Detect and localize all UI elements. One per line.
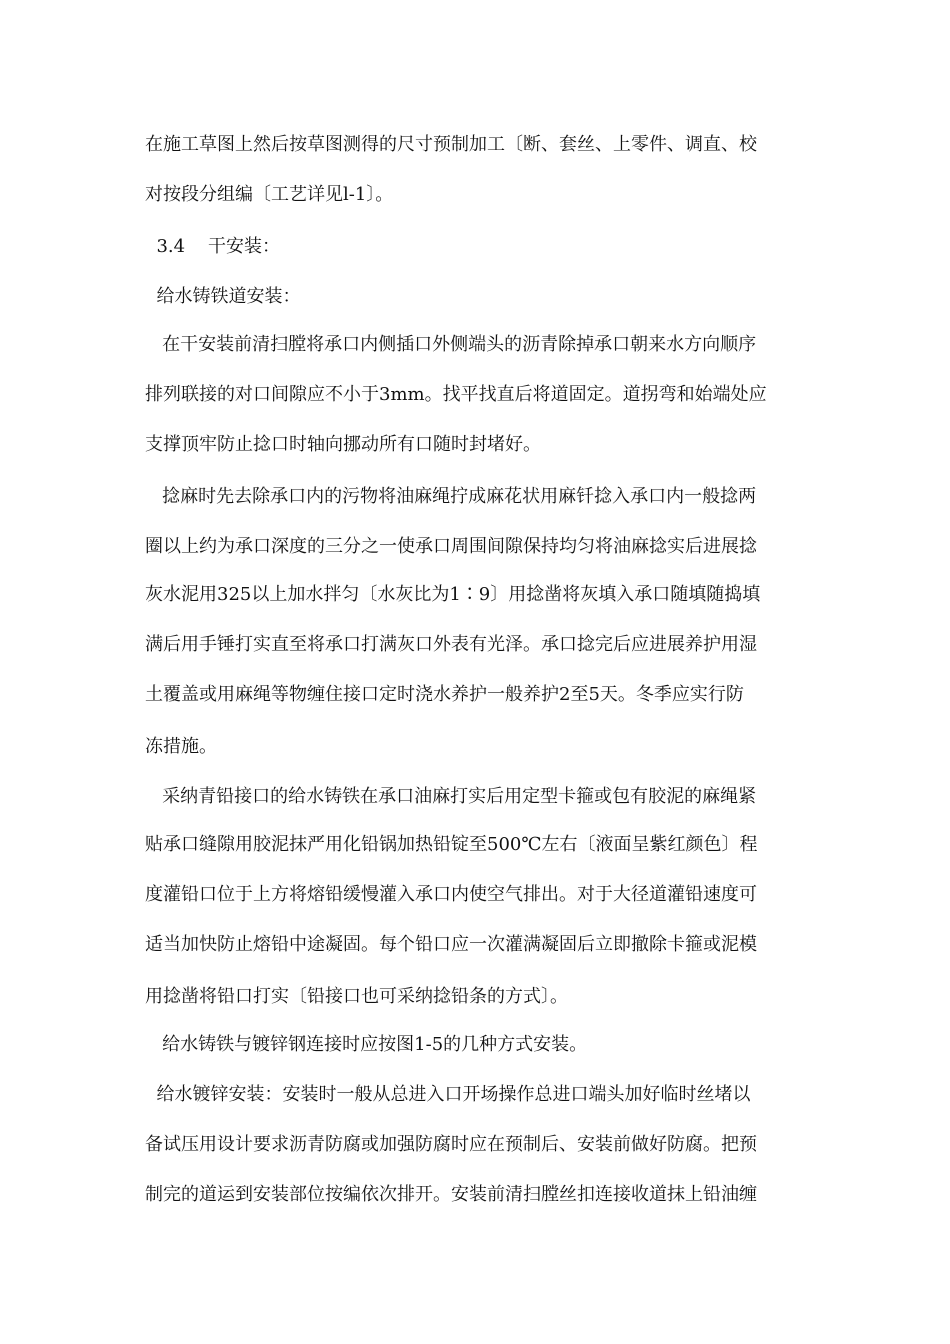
text-line-19: 给水铸铁与镀锌钢连接时应按图1-5的几种方式安装。 <box>145 1034 588 1055</box>
text-line-15: 贴承口缝隙用胶泥抹严用化铅锅加热铅锭至500℃左右〔液面呈紫红颜色〕程 <box>145 834 758 855</box>
text-line-5: 在干安装前清扫膛将承口内侧插口外侧端头的沥青除掉承口朝来水方向顺序 <box>145 334 757 355</box>
text-line-7: 支撑顶牢防止捻口时轴向挪动所有口随时封堵好。 <box>145 434 541 455</box>
text-line-16: 度灌铅口位于上方将熔铅缓慢灌入承口内使空气排出。对于大径道灌铅速度可 <box>145 884 757 905</box>
text-line-20: 给水镀锌安装：安装时一般从总进入口开场操作总进口端头加好临时丝堵以 <box>145 1084 751 1105</box>
section-heading-3-4: 3.4 干安装： <box>145 236 280 257</box>
text-line-13: 冻措施。 <box>145 736 217 757</box>
text-line-11: 满后用手锤打实直至将承口打满灰口外表有光泽。承口捻完后应进展养护用湿 <box>145 634 757 655</box>
text-line-8: 捻麻时先去除承口内的污物将油麻绳拧成麻花状用麻钎捻入承口内一般捻两 <box>145 486 757 507</box>
text-line-6: 排列联接的对口间隙应不小于3mm。找平找直后将道固定。道拐弯和始端处应 <box>145 384 767 405</box>
text-line-1: 在施工草图上然后按草图测得的尺寸预制加工〔断、套丝、上零件、调直、校 <box>145 134 757 155</box>
text-line-17: 适当加快防止熔铅中途凝固。每个铅口应一次灌满凝固后立即撤除卡箍或泥模 <box>145 934 757 955</box>
text-line-14: 采纳青铅接口的给水铸铁在承口油麻打实后用定型卡箍或包有胶泥的麻绳紧 <box>145 786 757 807</box>
text-line-2: 对按段分组编〔工艺详见l-1〕。 <box>145 184 394 205</box>
subheading-cast-iron-pipe: 给水铸铁道安装： <box>145 286 301 307</box>
text-line-12: 土覆盖或用麻绳等物缠住接口定时浇水养护一般养护2至5天。冬季应实行防 <box>145 684 744 705</box>
text-line-10: 灰水泥用325以上加水拌匀〔水灰比为1∶9〕用捻凿将灰填入承口随填随捣填 <box>145 584 761 605</box>
text-line-18: 用捻凿将铅口打实〔铅接口也可采纳捻铅条的方式〕。 <box>145 986 568 1007</box>
text-line-21: 备试压用设计要求沥青防腐或加强防腐时应在预制后、安装前做好防腐。把预 <box>145 1134 757 1155</box>
text-line-9: 圈以上约为承口深度的三分之一使承口周围间隙保持均匀将油麻捻实后进展捻 <box>145 536 757 557</box>
text-line-22: 制完的道运到安装部位按编依次排开。安装前清扫膛丝扣连接收道抹上铅油缠 <box>145 1184 757 1205</box>
